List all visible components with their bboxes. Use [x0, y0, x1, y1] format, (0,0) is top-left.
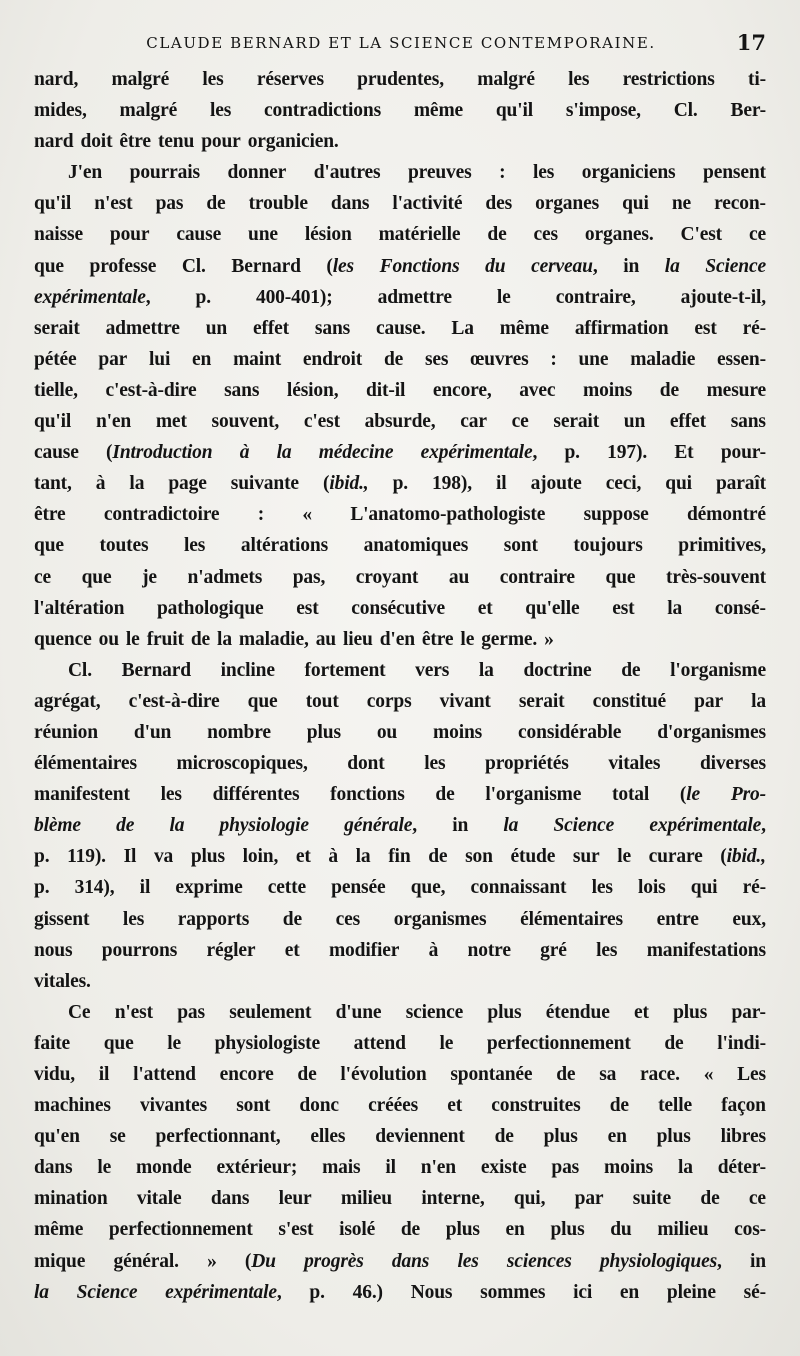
- text-line: Cl. Bernard incline fortement vers la doctrine de l'organisme: [68, 659, 766, 681]
- paragraph: [34, 64, 766, 157]
- text-line: J'en pourrais donner d'autres preuves : les organiciens pensent: [68, 162, 766, 184]
- text-line: vidu, il l'attend encore de l'évolution spontanée de sa race. « Les: [34, 1064, 766, 1085]
- text-line: que toutes les altérations anatomiques sont toujours primitives,: [34, 535, 766, 557]
- text-line: qu'il n'est pas de trouble dans l'activité des organes qui ne recon-: [34, 193, 766, 215]
- text-line: p. 314), il exprime cette pensée que, connaissant les lois qui ré-: [34, 877, 766, 899]
- text-line: réunion d'un nombre plus ou moins considérable d'organismes: [34, 721, 766, 743]
- text-line: expérimentale, p. 400-401); admettre le contraire, ajoute-t-il,: [34, 286, 766, 308]
- text-line: faite que le physiologiste attend le perfectionnement de l'indi-: [34, 1032, 766, 1054]
- text-line: nard, malgré les réserves prudentes, malgré les restrictions ti-: [34, 69, 766, 90]
- text-line: blème de la physiologie générale, in la Science expérimentale,: [34, 815, 766, 837]
- text-line: naisse pour cause une lésion matérielle de ces organes. C'est ce: [34, 224, 766, 246]
- text-line: serait admettre un effet sans cause. La même affirmation est ré-: [34, 317, 766, 339]
- text-line: même perfectionnement s'est isolé de plus en plus du milieu cos-: [34, 1219, 766, 1241]
- text-line: qu'il n'en met souvent, c'est absurde, car ce serait un effet sans: [34, 411, 766, 433]
- text-line: Ce n'est pas seulement d'une science plus étendue et plus par-: [68, 1001, 766, 1023]
- running-title: CLAUDE BERNARD ET LA SCIENCE CONTEMPORAINE.: [146, 34, 656, 52]
- text-line: machines vivantes sont donc créées et construites de telle façon: [34, 1095, 766, 1117]
- text-line: nard doit être tenu pour organicien.: [34, 131, 339, 153]
- text-line: agrégat, c'est-à-dire que tout corps vivant serait constitué par la: [34, 690, 766, 712]
- text-line: la Science expérimentale, p. 46.) Nous sommes ici en pleine sé-: [34, 1281, 766, 1303]
- page-number: 17: [736, 30, 766, 55]
- text-line: que professe Cl. Bernard (les Fonctions du cerveau, in la Science: [34, 255, 766, 277]
- paragraph: [34, 997, 766, 1308]
- text-line: p. 119). Il va plus loin, et à la fin de son étude sur le curare (ibid.,: [34, 846, 766, 868]
- text-line: mides, malgré les contradictions même qu'il s'impose, Cl. Ber-: [34, 100, 766, 122]
- text-line: dans le monde extérieur; mais il n'en existe pas moins la déter-: [34, 1157, 766, 1179]
- text-line: pétée par lui en maint endroit de ses œuvres : une maladie essen-: [34, 348, 766, 370]
- text-line: manifestent les différentes fonctions de l'organisme total (le Pro-: [34, 784, 766, 806]
- text-line: l'altération pathologique est consécutive et qu'elle est la consé-: [34, 597, 766, 619]
- text-line: mination vitale dans leur milieu interne, qui, par suite de ce: [34, 1188, 766, 1210]
- text-line: ce que je n'admets pas, croyant au contraire que très-souvent: [34, 566, 766, 588]
- text-line: tielle, c'est-à-dire sans lésion, dit-il encore, avec moins de mesure: [34, 379, 766, 401]
- text-line: nous pourrons régler et modifier à notre gré les manifestations: [34, 939, 766, 961]
- paragraph: [34, 655, 766, 997]
- text-line: élémentaires microscopiques, dont les propriétés vitales diverses: [34, 753, 766, 775]
- text-line: gissent les rapports de ces organismes élémentaires entre eux,: [34, 908, 766, 930]
- paragraph: [34, 157, 766, 655]
- text-line: qu'en se perfectionnant, elles deviennent de plus en plus libres: [34, 1126, 766, 1148]
- page-header: [36, 30, 766, 62]
- body-text: [34, 64, 766, 1308]
- text-line: quence ou le fruit de la maladie, au lieu d'en être le germe. »: [34, 628, 554, 650]
- text-line: vitales.: [34, 970, 91, 992]
- text-line: tant, à la page suivante (ibid., p. 198), il ajoute ceci, qui paraît: [34, 473, 766, 495]
- text-line: être contradictoire : « L'anatomo-pathologiste suppose démontré: [34, 504, 766, 526]
- text-line: cause (Introduction à la médecine expérimentale, p. 197). Et pour-: [34, 442, 766, 464]
- text-line: mique général. » (Du progrès dans les sciences physiologiques, in: [34, 1250, 766, 1272]
